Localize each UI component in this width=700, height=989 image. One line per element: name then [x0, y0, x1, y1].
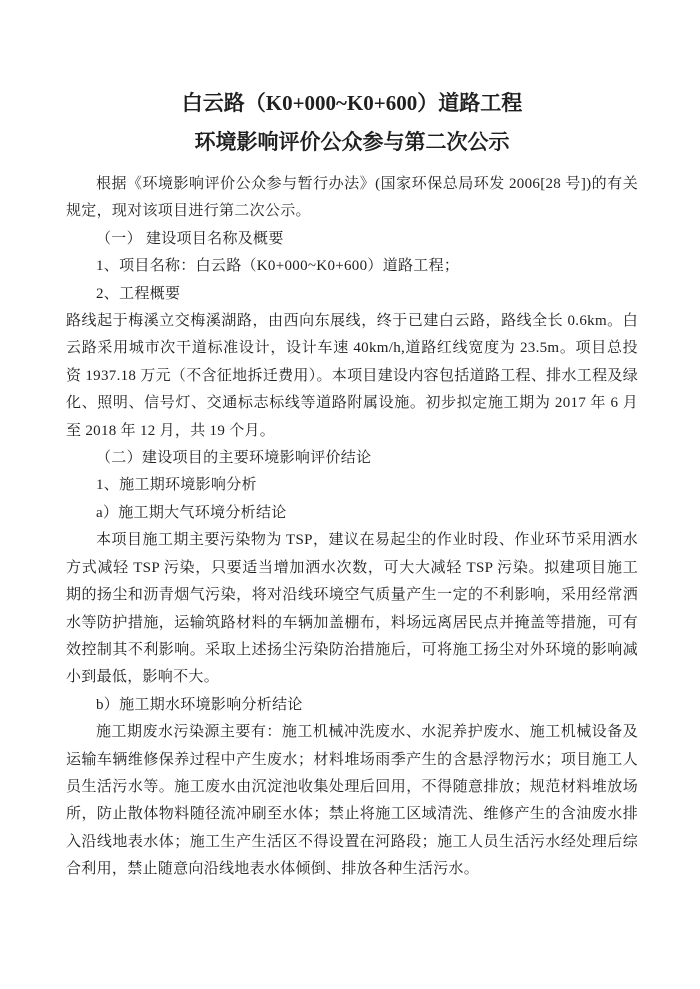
- document-body: [66, 171, 638, 884]
- heading-construction-impact: 1、施工期环境影响分析: [96, 477, 257, 494]
- heading-project-overview: 2、工程概要: [96, 285, 181, 302]
- paragraph-project-overview: 路线起于梅溪立交梅溪湖路，由西向东展线，终于已建白云路，路线全长 0.6km。白云路采用城市次干道标准设计，设计车速 40km/h,道路红线宽度为 23.5m。项目总投资 1937.18 万元（不含征地拆迁费用）。本项目建设内容包括道路工程、排水工程及绿化、照明、信号灯、交通标志标线等道路附属设施。初步拟定施工期为 2017 年 6 月至 2018 年 12 月，共 19 个月。: [66, 313, 638, 439]
- document-title-line-1: 白云路（K0+000~K0+600）道路工程: [181, 91, 523, 115]
- paragraph-water-conclusion: 施工期废水污染源主要有：施工机械冲洗废水、水泥养护废水、施工机械设备及运输车辆维修保养过程中产生废水；材料堆场雨季产生的含悬浮物污水；项目施工人员生活污水等。施工废水由沉淀池收集处理后回用，不得随意排放；规范材料堆放场所，防止散体物料随径流冲刷至水体；禁止将施工区域清洗、维修产生的含油废水排入沿线地表水体；施工生产生活区不得设置在河路段；施工人员生活污水经处理后综合利用，禁止随意向沿线地表水体倾倒、排放各种生活污水。: [66, 724, 638, 878]
- paragraph-air-conclusion: 本项目施工期主要污染物为 TSP，建议在易起尘的作业时段、作业环节采用洒水方式减轻 TSP 污染，只要适当增加洒水次数，可大大减轻 TSP 污染。拟建项目施工期的扬尘和沥青烟气污染，将对沿线环境空气质量产生一定的不利影响，采用经常洒水等防护措施，运输筑路材料的车辆加盖棚布，料场远离居民点并掩盖等措施，可有效控制其不利影响。采取上述扬尘污染防治措施后，可将施工扬尘对外环境的影响减小到最低，影响不大。: [66, 532, 638, 686]
- document-title: [66, 84, 638, 162]
- paragraph-intro: 根据《环境影响评价公众参与暂行办法》(国家环保总局环发 2006[28 号])的有关规定，现对该项目进行第二次公示。: [66, 176, 638, 220]
- paragraph-project-name: 1、项目名称：白云路（K0+000~K0+600）道路工程；: [96, 258, 460, 275]
- heading-water-conclusion: b）施工期水环境影响分析结论: [96, 696, 303, 713]
- heading-section-2: （二）建设项目的主要环境影响评价结论: [96, 450, 372, 467]
- heading-section-1: （一） 建设项目名称及概要: [96, 230, 284, 247]
- document-title-line-2: 环境影响评价公众参与第二次公示: [194, 130, 510, 154]
- heading-air-conclusion: a）施工期大气环境分析结论: [96, 504, 287, 521]
